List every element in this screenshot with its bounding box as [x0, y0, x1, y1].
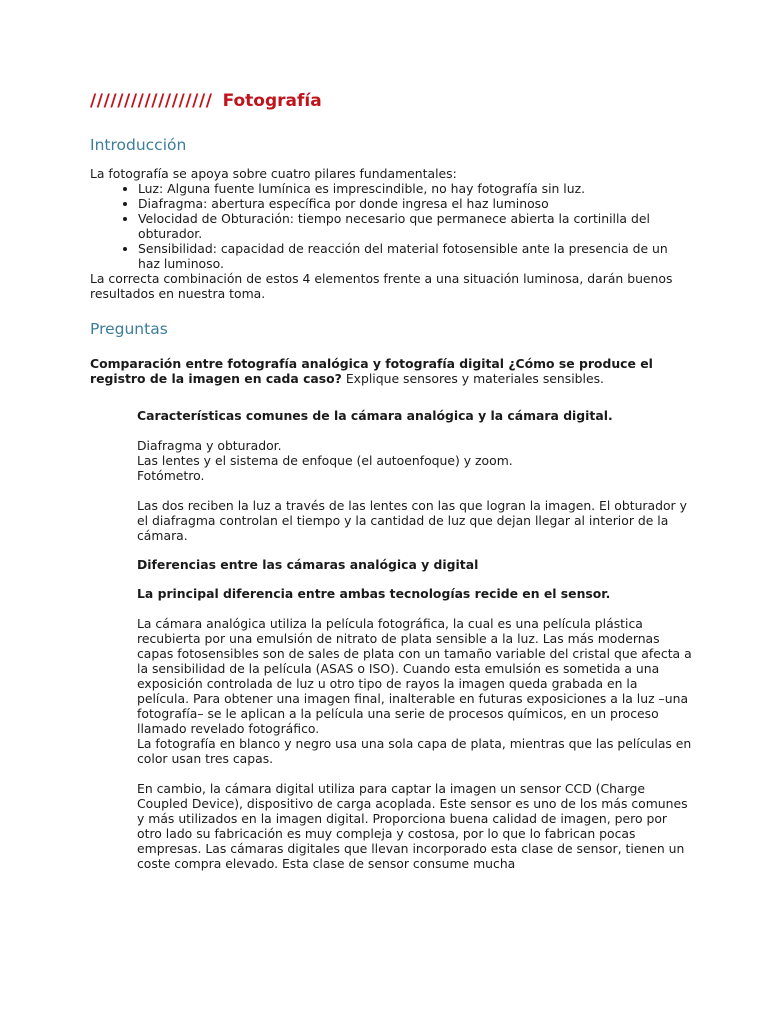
main-difference: La principal diferencia entre ambas tecnologías recide en el sensor. — [137, 586, 611, 601]
questions-heading: Preguntas — [90, 320, 168, 338]
page-title — [90, 88, 690, 114]
digital-paragraph: En cambio, la cámara digital utiliza para captar la imagen un sensor CCD (Charge Coupled Device), dispositivo de carga acoplada. Este sensor es uno de los más comunes y más utilizados en la imagen digital. Proporciona buena calidad de imagen, pero por otro lado su fabricación es muy compleja y costosa, por lo que lo fabrican pocas empresas. Las cámaras digitales que llevan incorporado esta clase de sensor, tienen un coste compra elevado. Esta clase de sensor consume mucha — [137, 781, 688, 871]
intro-closing: La correcta combinación de estos 4 elementos frente a una situación luminosa, darán buenos resultados en nuestra toma. — [90, 271, 673, 301]
analog-paragraph: La cámara analógica utiliza la película fotográfica, la cual es una película plástica recubierta por una emulsión de nitrato de plata sensible a la luz. Las más modernas capas fotosensibles son de sales de plata con un tamaño variable del cristal que afecta a la sensibilidad de la película (ASAS o ISO). Cuando esta emulsión es sometida a una exposición controlada de luz u otro tipo de rayos la imagen queda grabada en la película. Para obtener una imagen final, inalterable en futuras exposiciones a la luz –una fotografía– se le aplican a la película una serie de procesos químicos, en un proceso llamado revelado fotográfico. — [137, 616, 692, 736]
list-item: • Velocidad de Obturación: tiempo necesario que permanece abierta la cortinilla del obturador. — [138, 211, 690, 241]
differences-heading: Diferencias entre las cámaras analógica y digital — [137, 557, 479, 572]
list-item: • Luz: Alguna fuente lumínica es imprescindible, no hay fotografía sin luz. — [138, 181, 690, 196]
list-item: • Diafragma: abertura específica por donde ingresa el haz luminoso — [138, 196, 690, 211]
title-text: Fotografía — [222, 91, 322, 111]
common-line: Las lentes y el sistema de enfoque (el autoenfoque) y zoom. — [137, 453, 513, 468]
document-page — [90, 88, 690, 871]
question-1-rest: Explique sensores y materiales sensibles. — [341, 371, 604, 386]
common-line: Fotómetro. — [137, 468, 205, 483]
bw-paragraph: La fotografía en blanco y negro usa una sola capa de plata, mientras que las películas en color usan tres capas. — [137, 736, 692, 766]
title-slashes: ////////////////// — [90, 91, 213, 111]
common-features-heading: Características comunes de la cámara analógica y la cámara digital. — [137, 408, 613, 423]
intro-lead: La fotografía se apoya sobre cuatro pilares fundamentales: — [90, 166, 457, 181]
question-1 — [90, 356, 690, 386]
pillars-list — [90, 181, 690, 271]
common-paragraph: Las dos reciben la luz a través de las lentes con las que logran la imagen. El obturador y el diafragma controlan el tiempo y la cantidad de luz que dejan llegar al interior de la cámara. — [137, 498, 687, 543]
answer-block — [137, 408, 692, 871]
question-1-bold: Comparación entre fotografía analógica y fotografía digital ¿Cómo se produce el registro de la imagen en cada caso? — [90, 356, 653, 386]
common-line: Diafragma y obturador. — [137, 438, 282, 453]
list-item: • Sensibilidad: capacidad de reacción del material fotosensible ante la presencia de un haz luminoso. — [138, 241, 690, 271]
intro-heading: Introducción — [90, 136, 187, 154]
